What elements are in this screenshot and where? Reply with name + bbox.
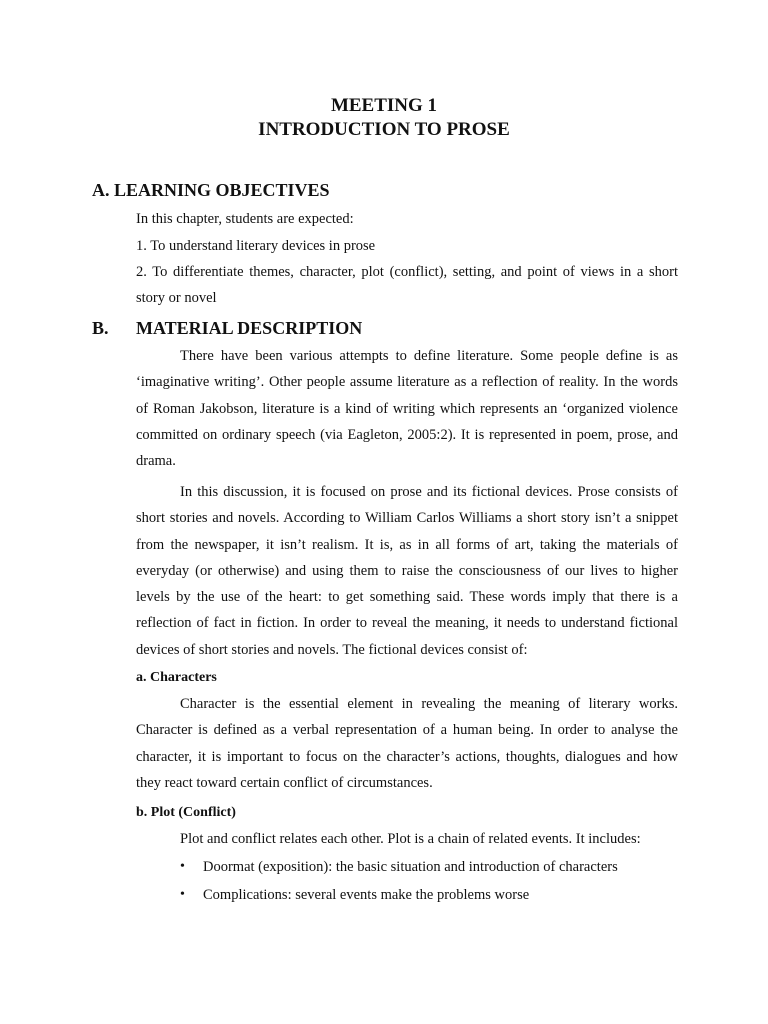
plot-bullet-1: Doormat (exposition): the basic situation and introduction of characters <box>203 859 618 875</box>
section-a-heading: A. LEARNING OBJECTIVES <box>92 180 330 200</box>
plot-intro: Plot and conflict relates each other. Plot is a chain of related events. It includes: <box>180 831 641 847</box>
meeting-title: MEETING 1 <box>330 95 438 116</box>
objective-item-1: 1. To understand literary devices in prose <box>136 238 376 254</box>
plot-bullet-2: Complications: several events make the problems worse <box>203 887 530 903</box>
bullet-dot-2: • <box>180 887 185 902</box>
bullet-dot-1: • <box>180 859 185 874</box>
subsection-b-heading: b. Plot (Conflict) <box>136 805 236 820</box>
paragraph-2: In this discussion, it is focused on prose and its fictional devices. Prose consists of short stories and novels. According to William Carlos Williams a short story isn’t a snippet from the newspaper, it isn’t realism. It is, as in all forms of art, taking the materials of everyday (or otherwise) and using them to raise the consciousness of our lives to higher levels by the use of the heart: to get something said. These words imply that there is a reflection of fact in fiction. In order to reveal the meaning, it needs to understand fictional devices of short stories and novels. The fictional devices consist of: <box>136 484 678 658</box>
section-b-heading: MATERIAL DESCRIPTION <box>136 318 363 338</box>
chapter-title: INTRODUCTION TO PROSE <box>258 119 510 140</box>
subsection-a-heading: a. Characters <box>136 670 217 685</box>
objectives-intro: In this chapter, students are expected: <box>136 211 354 227</box>
characters-paragraph: Character is the essential element in revealing the meaning of literary works. Character is defined as a verbal representation of a human being. In order to analyse the character, it is important to focus on the character’s actions, thoughts, dialogues and how they react toward certain conflict of circumstances. <box>136 696 678 791</box>
section-b-number: B. <box>92 318 109 338</box>
objective-item-2: 2. To differentiate themes, character, plot (conflict), setting, and point of views in a short story or novel <box>136 264 678 307</box>
paragraph-1: There have been various attempts to define literature. Some people define is as ‘imaginative writing’. Other people assume literature as a reflection of reality. In the words of Roman Jakobson, literature is a kind of writing which represents an ‘organized violence committed on ordinary speech (via Eagleton, 2005:2). It is represented in poem, prose, and drama. <box>136 348 678 470</box>
